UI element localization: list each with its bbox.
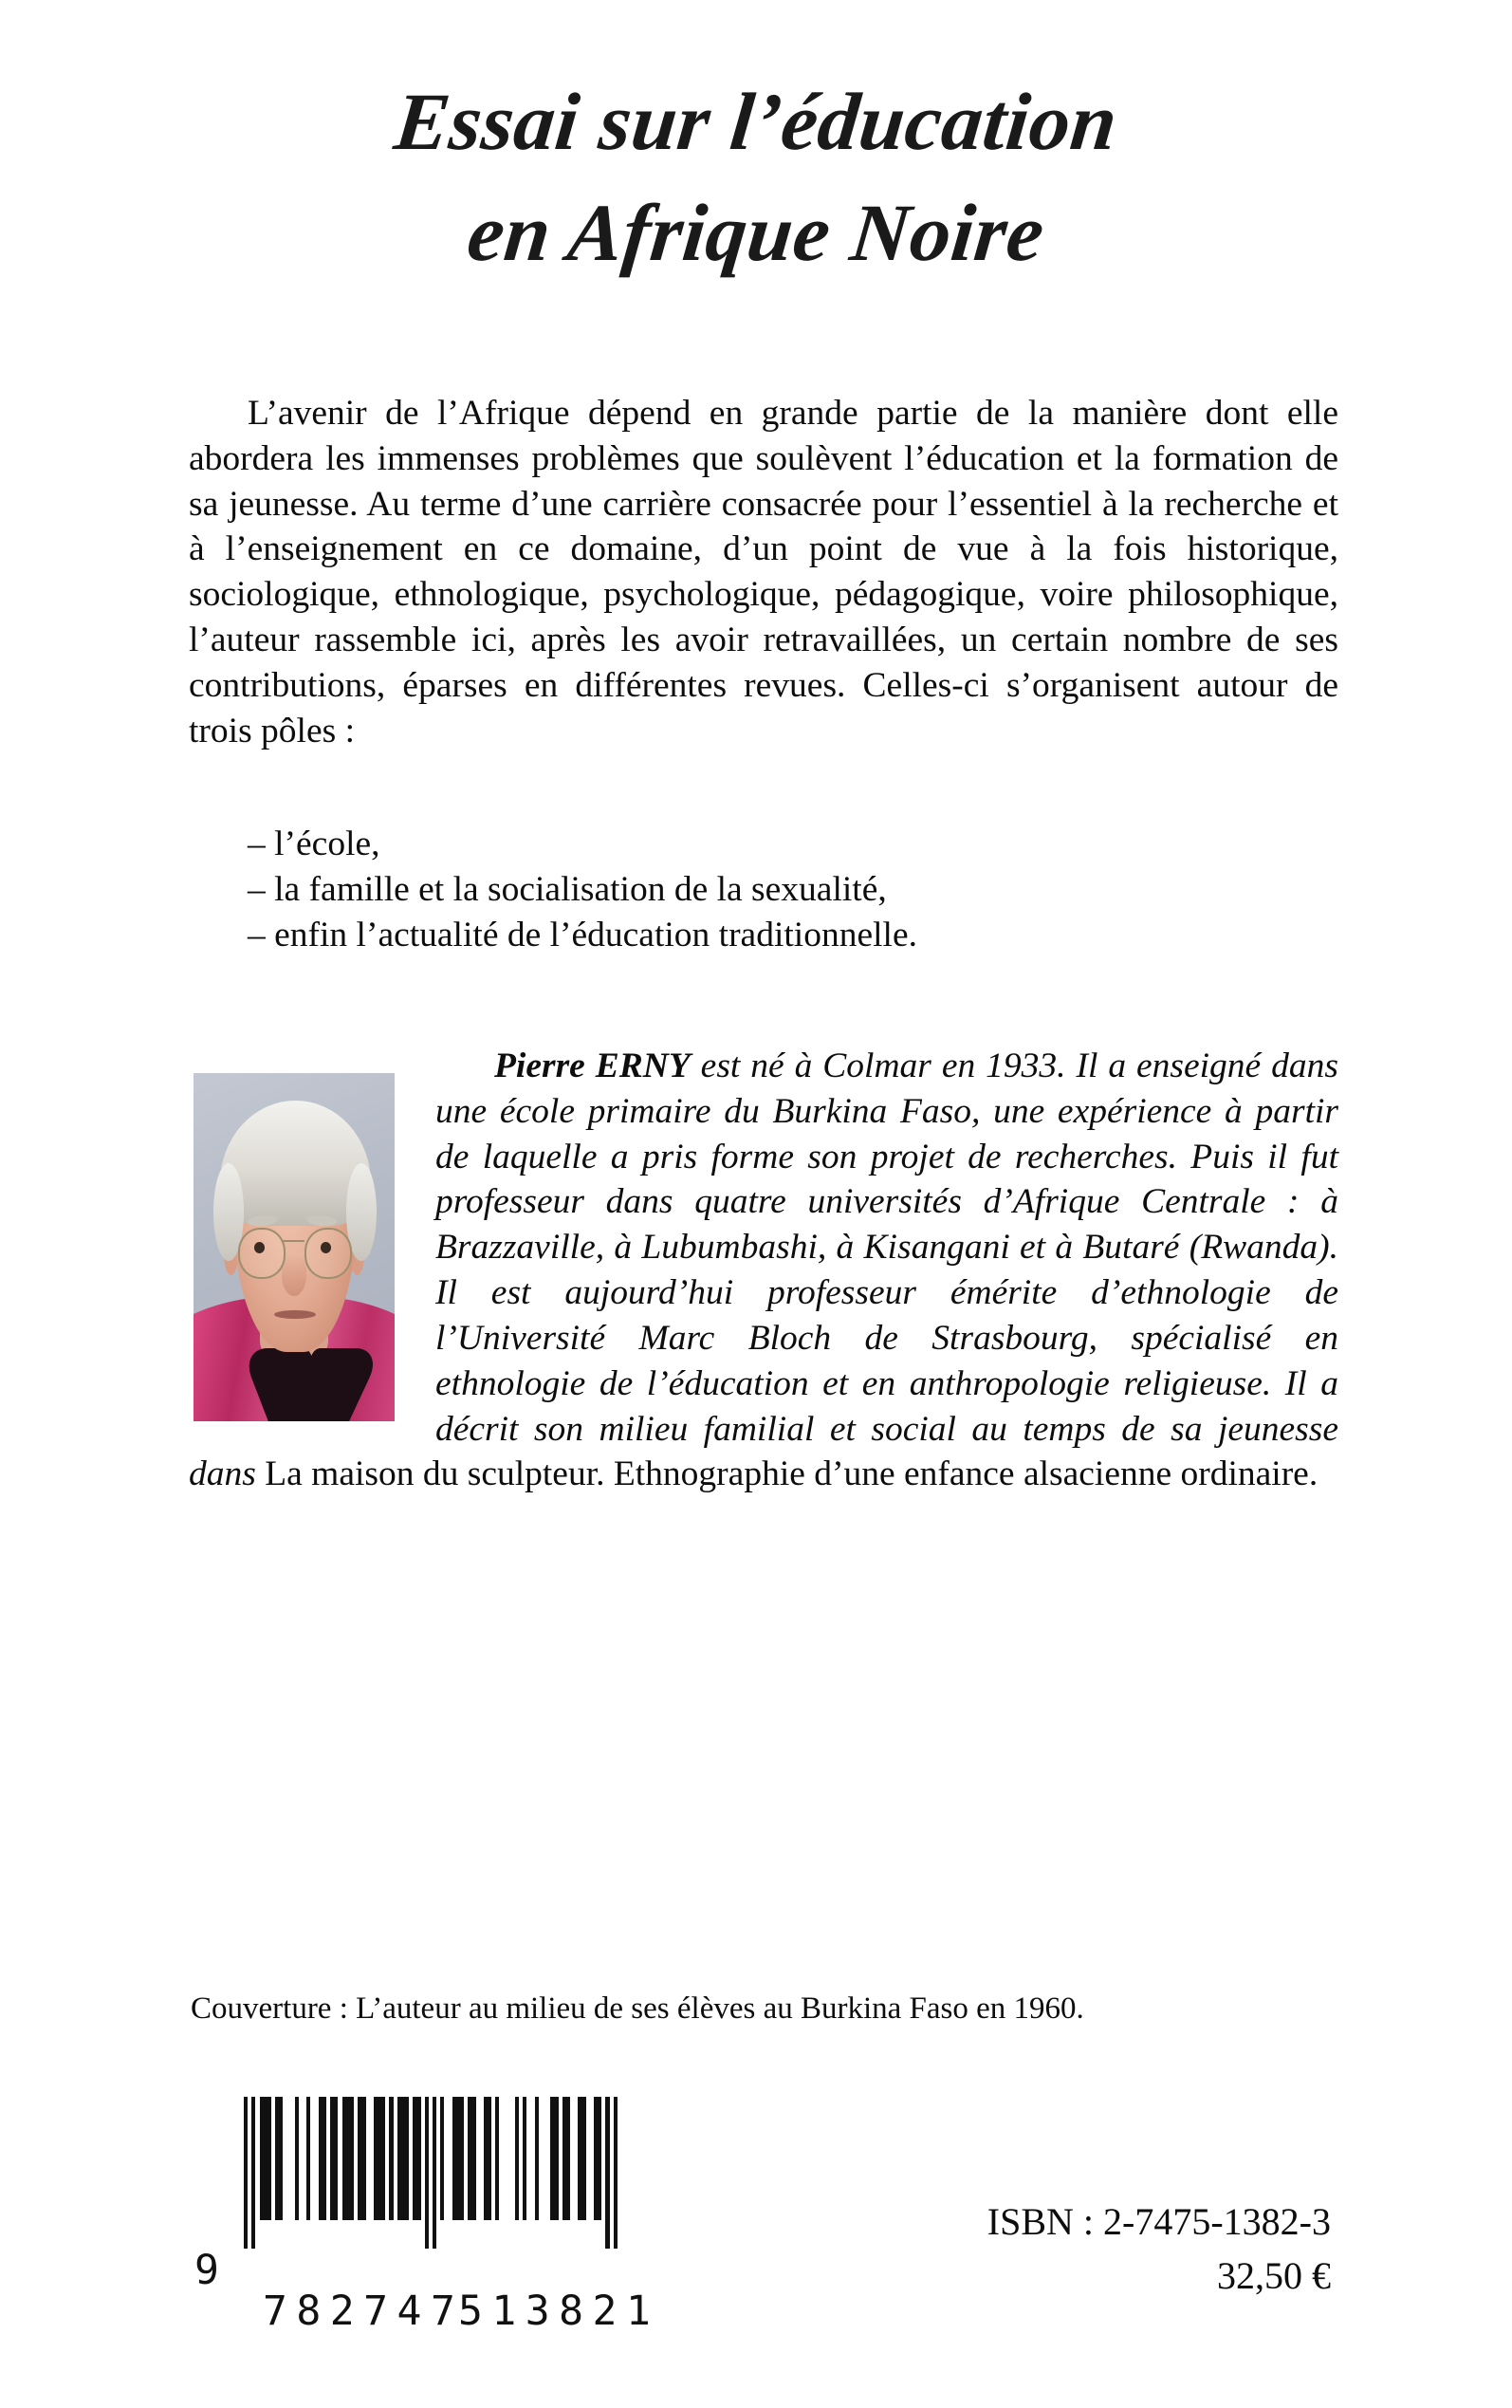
title-line-1: Essai sur l’éducation bbox=[390, 76, 1122, 167]
photo-mouth bbox=[274, 1310, 317, 1320]
photo-eyeglass-right bbox=[304, 1228, 353, 1279]
barcode-left-group: 782747 bbox=[263, 2288, 465, 2335]
pole-item: – enfin l’actualité de l’éducation traditionnelle. bbox=[248, 916, 917, 954]
ean13-barcode bbox=[194, 2097, 660, 2335]
title-line-2: en Afrique Noire bbox=[463, 187, 1049, 279]
blurb-text: L’avenir de l’Afrique dépend en grande partie de la manière dont elle abordera les immenses problèmes que soulèvent l’éducation et la formation de sa jeunesse. Au terme d’une carrière consacrée pour l’essentiel à la recherche et à l’enseignement en ce domaine, d’un point de vue à la fois historique, sociologique, ethnologique, psychologique, pédagogique, voire philosophique, l’auteur rassemble ici, après les avoir retravaillées, un certain nombre de ses contributions, éparses en différentes revues. Celles-ci s’organisent autour de trois pôles : bbox=[189, 394, 1338, 750]
poles-list bbox=[189, 822, 1338, 958]
price-text: 32,50 € bbox=[1217, 2254, 1331, 2297]
author-name: Pierre ERNY bbox=[494, 1047, 691, 1085]
photo-eyeglass-left bbox=[238, 1228, 286, 1279]
barcode-right-group: 513821 bbox=[458, 2288, 660, 2335]
barcode-lead-digit: 9 bbox=[194, 2247, 219, 2294]
cover-credit-note: Couverture : L’auteur au milieu de ses élèves au Burkina Faso en 1960. bbox=[191, 1991, 1084, 2026]
barcode-bars bbox=[244, 2097, 618, 2249]
pole-item: – la famille et la socialisation de la sexualité, bbox=[248, 870, 887, 909]
photo-nose bbox=[282, 1254, 305, 1296]
blurb-paragraph bbox=[189, 391, 1338, 754]
photo-eyeglass-bridge bbox=[282, 1240, 304, 1242]
author-section bbox=[189, 1044, 1338, 1497]
isbn-text: ISBN : 2-7475-1382-3 bbox=[986, 2200, 1331, 2243]
author-work-title: La maison du sculpteur. Ethnographie d’une enfance alsacienne ordinaire. bbox=[265, 1454, 1318, 1494]
author-bio-text: est né à Colmar en 1933. Il a enseigné dans une école primaire du Burkina Faso, une expérience à partir de laquelle a pris forme son projet de recherches. Puis il fut professeur dans quatre universités d’Afrique Centrale : à Brazzaville, à Lubumbashi, à Kisangani et à Butaré (Rwanda). Il est aujourd’hui professeur émérite d’ethnologie de l’Université Marc Bloch de Strasbourg, spécialisé en ethnologie de l’éducation et en anthropologie religieuse. Il a décrit son milieu familial et social au temps de sa jeunesse dans bbox=[189, 1047, 1338, 1494]
pole-item: – l’école, bbox=[248, 824, 380, 863]
author-photo bbox=[194, 1073, 395, 1421]
book-title bbox=[0, 74, 1512, 282]
